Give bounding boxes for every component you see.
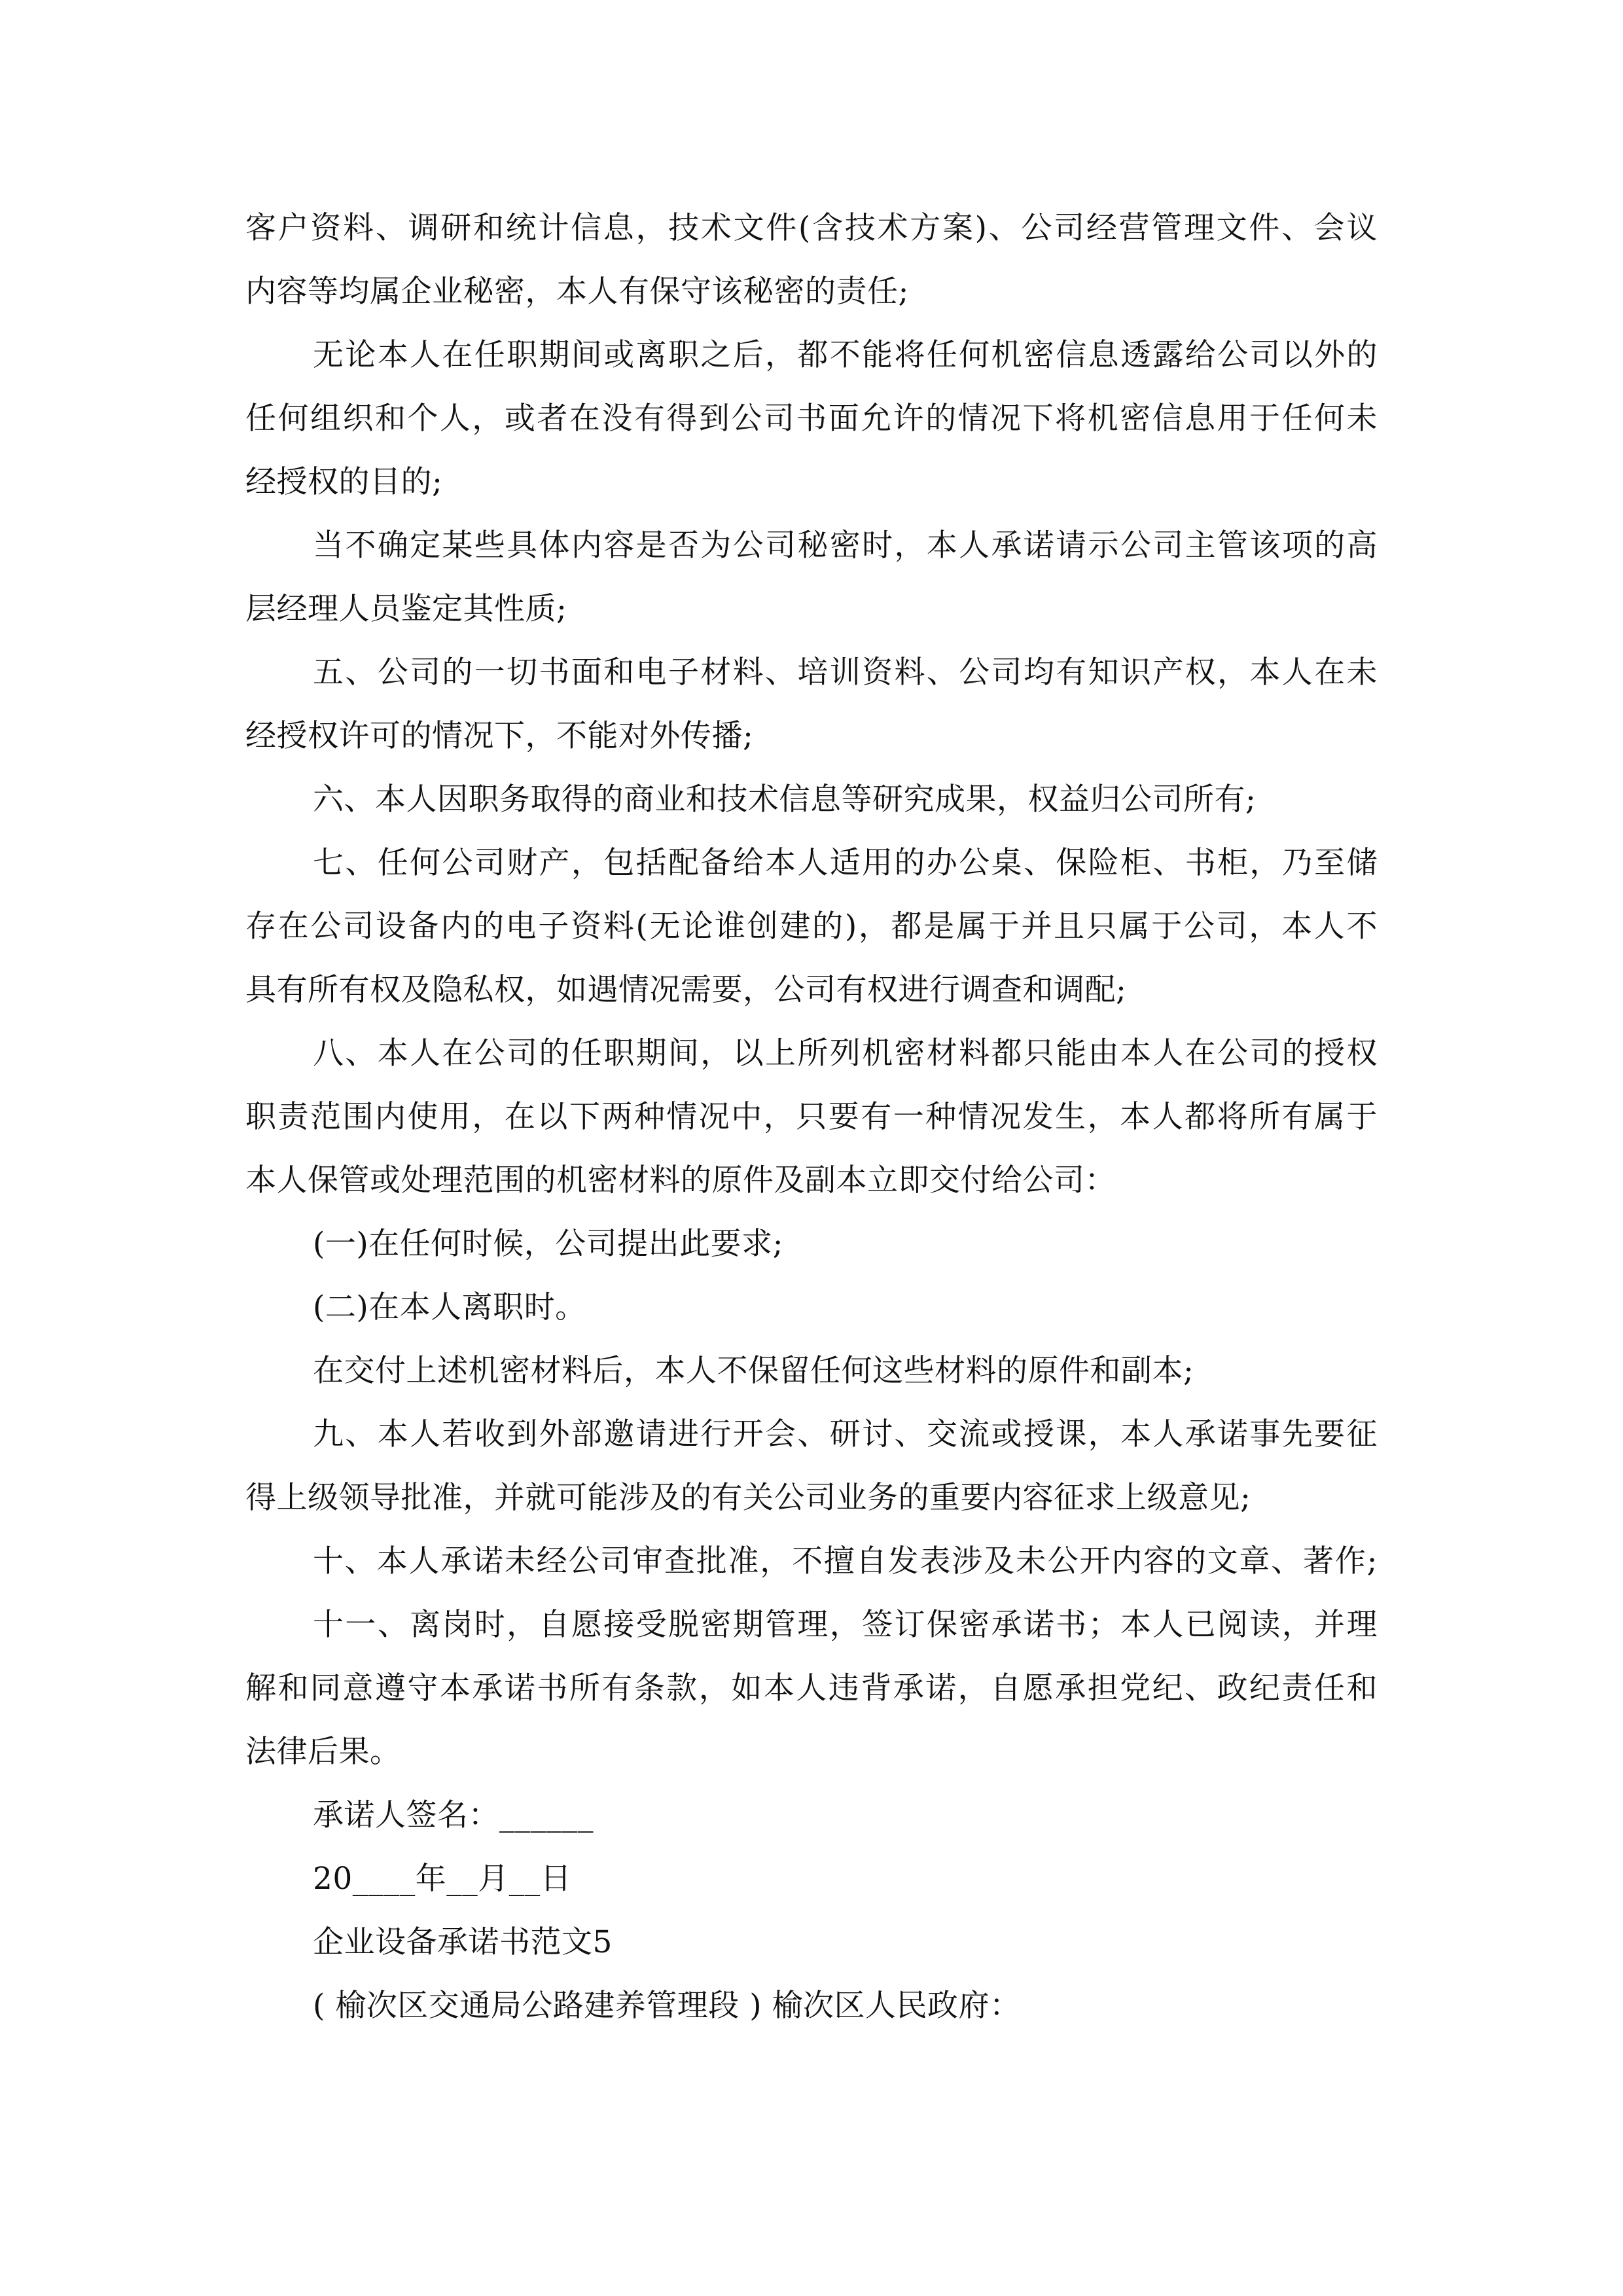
text-line: 在交付上述机密材料后，本人不保留任何这些材料的原件和副本; [313, 1353, 1194, 1389]
section-heading: 企业设备承诺书范文5 [313, 1924, 613, 1960]
text-line: (一)在任何时候，公司提出此要求; [313, 1226, 784, 1262]
text-line: 本人保管或处理范围的机密材料的原件及副本立即交付给公司： [245, 1162, 1116, 1198]
text-line: 五、公司的一切书面和电子材料、培训资料、公司均有知识产权，本人在未 [313, 655, 1378, 691]
text-line: 十一、离岗时，自愿接受脱密期管理，签订保密承诺书；本人已阅读，并理 [313, 1607, 1378, 1643]
text-line: 内容等均属企业秘密，本人有保守该秘密的责任; [245, 274, 909, 310]
text-line: 七、任何公司财产，包括配备给本人适用的办公桌、保险柜、书柜，乃至储 [313, 845, 1378, 881]
text-line: 存在公司设备内的电子资料(无论谁创建的)，都是属于并且只属于公司，本人不 [245, 908, 1378, 944]
text-line: 十、本人承诺未经公司审查批准，不擅自发表涉及未公开内容的文章、著作; [313, 1543, 1378, 1579]
text-line: 无论本人在任职期间或离职之后，都不能将任何机密信息透露给公司以外的 [313, 337, 1378, 373]
text-line: 八、本人在公司的任职期间，以上所列机密材料都只能由本人在公司的授权 [313, 1035, 1378, 1071]
text-line: 职责范围内使用，在以下两种情况中，只要有一种情况发生，本人都将所有属于 [245, 1099, 1378, 1135]
addressee-line: ( 榆次区交通局公路建养管理段 ) 榆次区人民政府： [313, 1988, 1021, 2024]
text-line: 客户资料、调研和统计信息，技术文件(含技术方案)、公司经营管理文件、会议 [245, 210, 1378, 246]
text-line: 当不确定某些具体内容是否为公司秘密时，本人承诺请示公司主管该项的高 [313, 528, 1378, 564]
document-page [245, 196, 1378, 2037]
text-line: 六、本人因职务取得的商业和技术信息等研究成果，权益归公司所有; [313, 781, 1257, 817]
text-line: 层经理人员鉴定其性质; [245, 591, 567, 627]
signature-line: 承诺人签名：______ [313, 1797, 594, 1833]
text-line: 经授权许可的情况下，不能对外传播; [245, 718, 754, 754]
text-line: 任何组织和个人，或者在没有得到公司书面允许的情况下将机密信息用于任何未 [245, 401, 1378, 437]
text-line: 具有所有权及隐私权，如遇情况需要，公司有权进行调查和调配; [245, 972, 1127, 1008]
date-line: 20____年__月__日 [313, 1861, 572, 1897]
text-line: 经授权的目的; [245, 464, 443, 500]
text-line: (二)在本人离职时。 [313, 1289, 586, 1325]
text-line: 法律后果。 [245, 1734, 401, 1770]
text-line: 九、本人若收到外部邀请进行开会、研讨、交流或授课，本人承诺事先要征 [313, 1416, 1378, 1452]
text-line: 得上级领导批准，并就可能涉及的有关公司业务的重要内容征求上级意见; [245, 1480, 1251, 1516]
text-line: 解和同意遵守本承诺书所有条款，如本人违背承诺，自愿承担党纪、政纪责任和 [245, 1670, 1378, 1706]
